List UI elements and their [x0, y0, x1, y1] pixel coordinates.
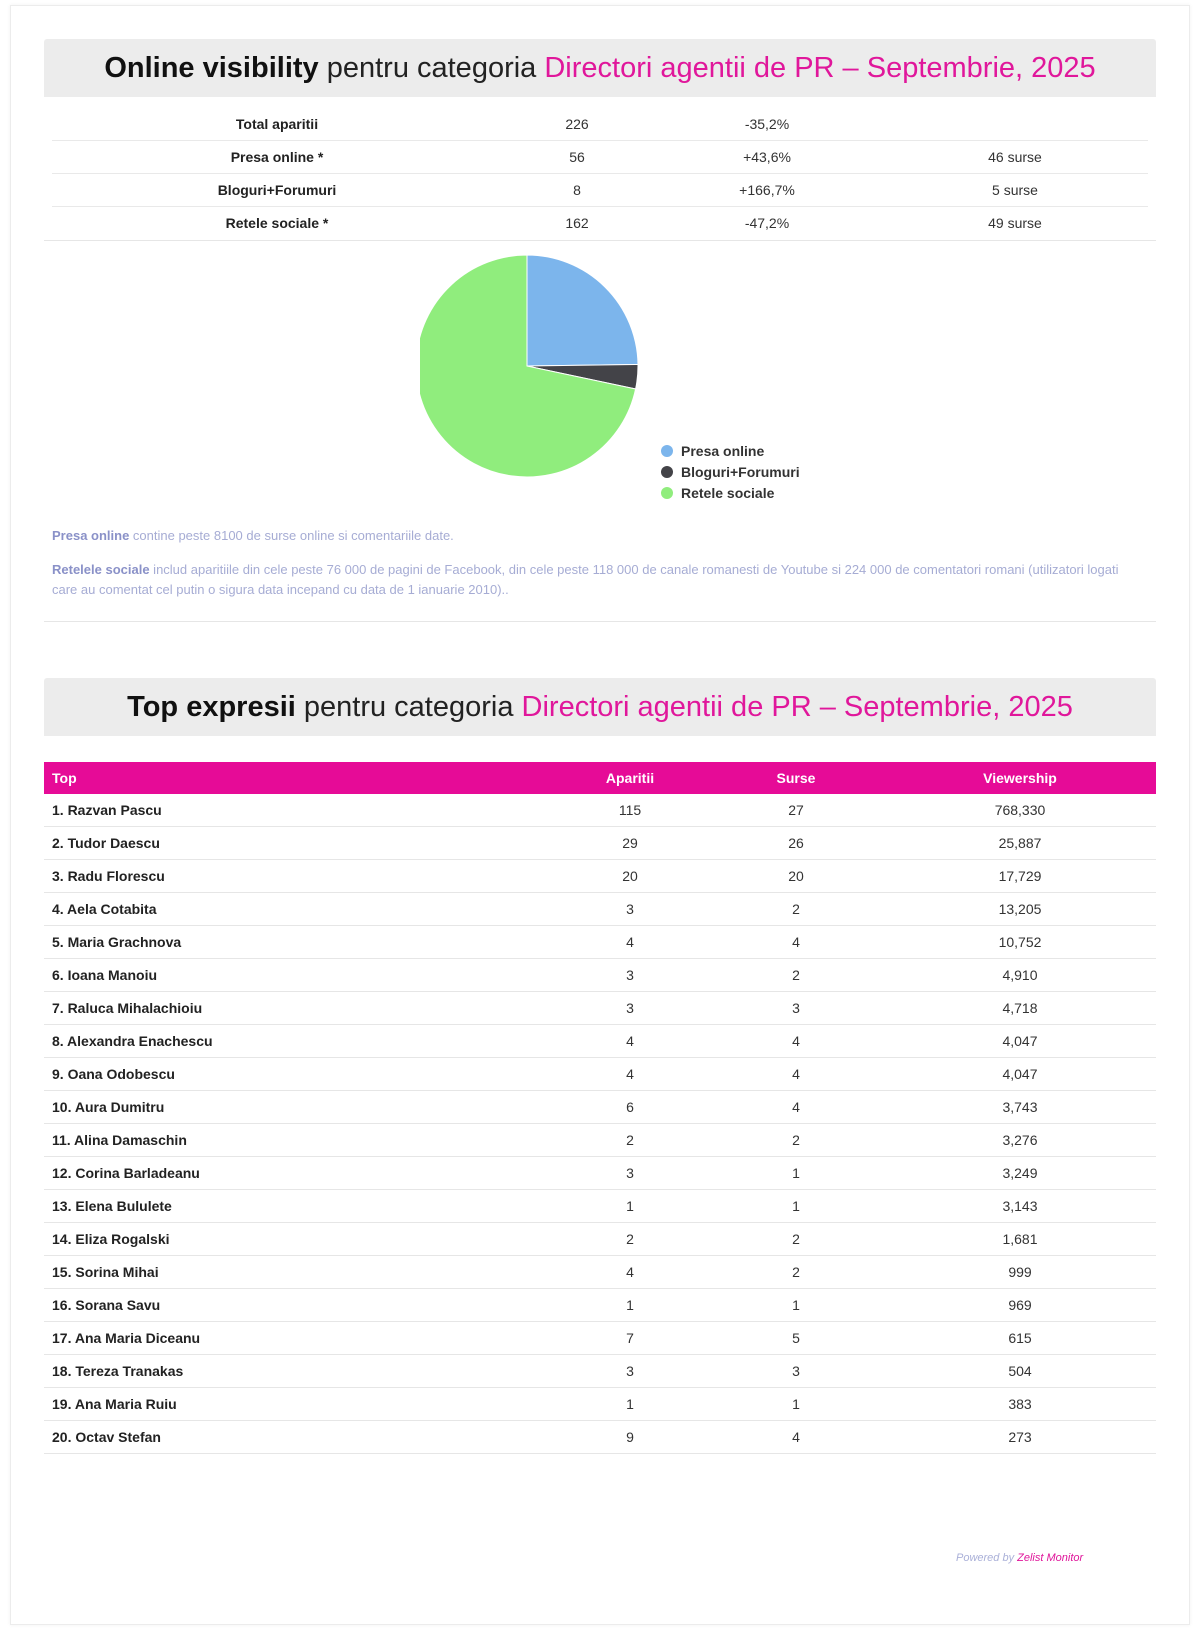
table-row: [44, 1355, 1156, 1388]
table-row: [44, 1091, 1156, 1124]
legend-label: Retele sociale: [681, 484, 775, 501]
visibility-label: Retele sociale *: [225, 215, 329, 231]
table-row: [44, 992, 1156, 1025]
row-aparitii: 1: [552, 1289, 708, 1322]
note-presa: [52, 526, 1142, 546]
row-viewership: 4,047: [884, 1025, 1156, 1058]
row-surse: 20: [708, 860, 884, 893]
top-title: [44, 678, 1156, 736]
visibility-sources: 5 surse: [882, 174, 1148, 207]
note-retele-text: includ aparitiile din cele peste 76 000 de pagini de Facebook, din cele peste 118 000 de canale romanesti de Youtube si 224 000 de comentatori romani (utilizatori logati care au comentat cel putin o sigura data incepand cu data de 1 ianuarie 2010)..: [52, 562, 1119, 597]
row-name: 7. Raluca Mihalachioiu: [44, 992, 552, 1025]
row-viewership: 17,729: [884, 860, 1156, 893]
row-surse: 2: [708, 959, 884, 992]
row-name: 13. Elena Bululete: [44, 1190, 552, 1223]
row-aparitii: 3: [552, 1355, 708, 1388]
pie-slice-presa-online[interactable]: [527, 255, 638, 366]
visibility-label: Bloguri+Forumuri: [52, 174, 502, 207]
row-name: 10. Aura Dumitru: [44, 1091, 552, 1124]
row-name: 1. Razvan Pascu: [44, 794, 552, 827]
row-name: 19. Ana Maria Ruiu: [44, 1388, 552, 1421]
visibility-count: 162: [565, 215, 589, 231]
row-aparitii: 2: [552, 1124, 708, 1157]
row-surse: 2: [708, 1223, 884, 1256]
row-viewership: 504: [884, 1355, 1156, 1388]
row-viewership: 4,718: [884, 992, 1156, 1025]
note-retele-term: Retelele sociale: [52, 562, 150, 577]
row-viewership: 969: [884, 1289, 1156, 1322]
row-viewership: 999: [884, 1256, 1156, 1289]
visibility-row: [52, 174, 1148, 207]
row-name: 11. Alina Damaschin: [44, 1124, 552, 1157]
row-viewership: 4,047: [884, 1058, 1156, 1091]
visibility-sources: [882, 108, 1148, 141]
row-viewership: 13,205: [884, 893, 1156, 926]
row-name: 12. Corina Barladeanu: [44, 1157, 552, 1190]
row-viewership: 615: [884, 1322, 1156, 1355]
row-surse: 1: [708, 1289, 884, 1322]
table-row: [44, 1157, 1156, 1190]
row-name: 17. Ana Maria Diceanu: [44, 1322, 552, 1355]
row-aparitii: 29: [552, 827, 708, 860]
row-name: 20. Octav Stefan: [44, 1421, 552, 1454]
visibility-sources: 46 surse: [882, 141, 1148, 174]
row-viewership: 1,681: [884, 1223, 1156, 1256]
row-name: 14. Eliza Rogalski: [44, 1223, 552, 1256]
table-row: [44, 1289, 1156, 1322]
row-surse: 4: [708, 1421, 884, 1454]
row-aparitii: 4: [552, 1058, 708, 1091]
row-aparitii: 3: [552, 1157, 708, 1190]
row-aparitii: 3: [552, 893, 708, 926]
visibility-row: [52, 141, 1148, 174]
visibility-title-middle: pentru categoria: [318, 52, 545, 84]
row-surse: 4: [708, 1025, 884, 1058]
row-name: 4. Aela Cotabita: [44, 893, 552, 926]
row-surse: 2: [708, 1124, 884, 1157]
legend-item[interactable]: [661, 482, 800, 503]
table-row: [44, 827, 1156, 860]
table-row: [44, 1124, 1156, 1157]
row-viewership: 3,249: [884, 1157, 1156, 1190]
row-surse: 5: [708, 1322, 884, 1355]
row-surse: 27: [708, 794, 884, 827]
row-aparitii: 3: [552, 959, 708, 992]
row-surse: 4: [708, 1091, 884, 1124]
row-surse: 3: [708, 1355, 884, 1388]
pie-legend: [661, 440, 800, 503]
table-row: [44, 1058, 1156, 1091]
row-name: 6. Ioana Manoiu: [44, 959, 552, 992]
row-surse: 4: [708, 1058, 884, 1091]
row-viewership: 10,752: [884, 926, 1156, 959]
visibility-change: +43,6%: [652, 141, 882, 174]
table-row: [44, 893, 1156, 926]
top-title-bold: Top expresii: [127, 691, 296, 723]
note-presa-term: Presa online: [52, 528, 130, 543]
visibility-title-bold: Online visibility: [104, 52, 319, 84]
visibility-label: Presa online *: [52, 141, 502, 174]
row-surse: 2: [708, 893, 884, 926]
table-row: [44, 926, 1156, 959]
divider: [44, 240, 1156, 241]
row-surse: 3: [708, 992, 884, 1025]
divider: [44, 621, 1156, 622]
row-aparitii: 6: [552, 1091, 708, 1124]
table-row: [44, 1322, 1156, 1355]
row-viewership: 383: [884, 1388, 1156, 1421]
row-aparitii: 3: [552, 992, 708, 1025]
visibility-change: -47,2%: [744, 215, 790, 231]
row-aparitii: 4: [552, 1256, 708, 1289]
row-surse: 1: [708, 1388, 884, 1421]
row-name: 9. Oana Odobescu: [44, 1058, 552, 1091]
row-viewership: 25,887: [884, 827, 1156, 860]
top-table: [44, 762, 1156, 1454]
row-viewership: 273: [884, 1421, 1156, 1454]
col-top: Top: [44, 762, 552, 794]
visibility-row: [52, 108, 1148, 141]
row-viewership: 4,910: [884, 959, 1156, 992]
table-row: [44, 1190, 1156, 1223]
legend-label: Presa online: [681, 442, 765, 459]
row-name: 18. Tereza Tranakas: [44, 1355, 552, 1388]
powered-by-brand[interactable]: Zelist Monitor: [1017, 1552, 1084, 1564]
visibility-sources: 49 surse: [988, 215, 1042, 231]
visibility-title-category: Directori agentii de PR – Septembrie, 2025: [544, 52, 1096, 84]
row-surse: 1: [708, 1157, 884, 1190]
row-name: 5. Maria Grachnova: [44, 926, 552, 959]
row-viewership: 768,330: [884, 794, 1156, 827]
row-aparitii: 1: [552, 1388, 708, 1421]
row-surse: 4: [708, 926, 884, 959]
row-viewership: 3,743: [884, 1091, 1156, 1124]
row-name: 16. Sorana Savu: [44, 1289, 552, 1322]
powered-by: [956, 1552, 1083, 1564]
visibility-count: 56: [502, 141, 652, 174]
row-aparitii: 1: [552, 1190, 708, 1223]
row-aparitii: 9: [552, 1421, 708, 1454]
legend-marker-icon: [661, 466, 673, 478]
note-presa-text: contine peste 8100 de surse online si comentariile date.: [129, 528, 454, 543]
table-row: [44, 1025, 1156, 1058]
table-row: [44, 794, 1156, 827]
row-aparitii: 4: [552, 1025, 708, 1058]
table-row: [44, 1223, 1156, 1256]
col-viewership: Viewership: [884, 762, 1156, 794]
row-aparitii: 4: [552, 926, 708, 959]
legend-marker-icon: [661, 487, 673, 499]
row-aparitii: 2: [552, 1223, 708, 1256]
row-aparitii: 20: [552, 860, 708, 893]
visibility-row: [52, 207, 1148, 240]
row-viewership: 3,276: [884, 1124, 1156, 1157]
note-retele: [52, 560, 1142, 600]
table-row: [44, 959, 1156, 992]
table-row: [44, 860, 1156, 893]
row-aparitii: 7: [552, 1322, 708, 1355]
row-surse: 26: [708, 827, 884, 860]
legend-item[interactable]: [661, 461, 800, 482]
visibility-label: Total aparitii: [52, 108, 502, 141]
legend-item[interactable]: [661, 440, 800, 461]
powered-by-text: Powered by: [956, 1552, 1018, 1564]
visibility-count: 226: [502, 108, 652, 141]
table-row: [44, 1421, 1156, 1454]
visibility-title: [44, 39, 1156, 97]
row-aparitii: 115: [552, 794, 708, 827]
top-table-header: [44, 762, 1156, 794]
visibility-table: [52, 108, 1148, 239]
row-surse: 2: [708, 1256, 884, 1289]
table-row: [44, 1256, 1156, 1289]
visibility-change: +166,7%: [652, 174, 882, 207]
row-name: 8. Alexandra Enachescu: [44, 1025, 552, 1058]
col-aparitii: Aparitii: [552, 762, 708, 794]
visibility-change: -35,2%: [652, 108, 882, 141]
legend-label: Bloguri+Forumuri: [681, 463, 800, 480]
row-name: 2. Tudor Daescu: [44, 827, 552, 860]
legend-marker-icon: [661, 445, 673, 457]
col-surse: Surse: [708, 762, 884, 794]
row-name: 15. Sorina Mihai: [44, 1256, 552, 1289]
row-name: 3. Radu Florescu: [44, 860, 552, 893]
visibility-count: 8: [502, 174, 652, 207]
table-row: [44, 1388, 1156, 1421]
top-title-middle: pentru categoria: [295, 691, 522, 723]
top-title-category: Directori agentii de PR – Septembrie, 2025: [521, 691, 1073, 723]
row-surse: 1: [708, 1190, 884, 1223]
row-viewership: 3,143: [884, 1190, 1156, 1223]
